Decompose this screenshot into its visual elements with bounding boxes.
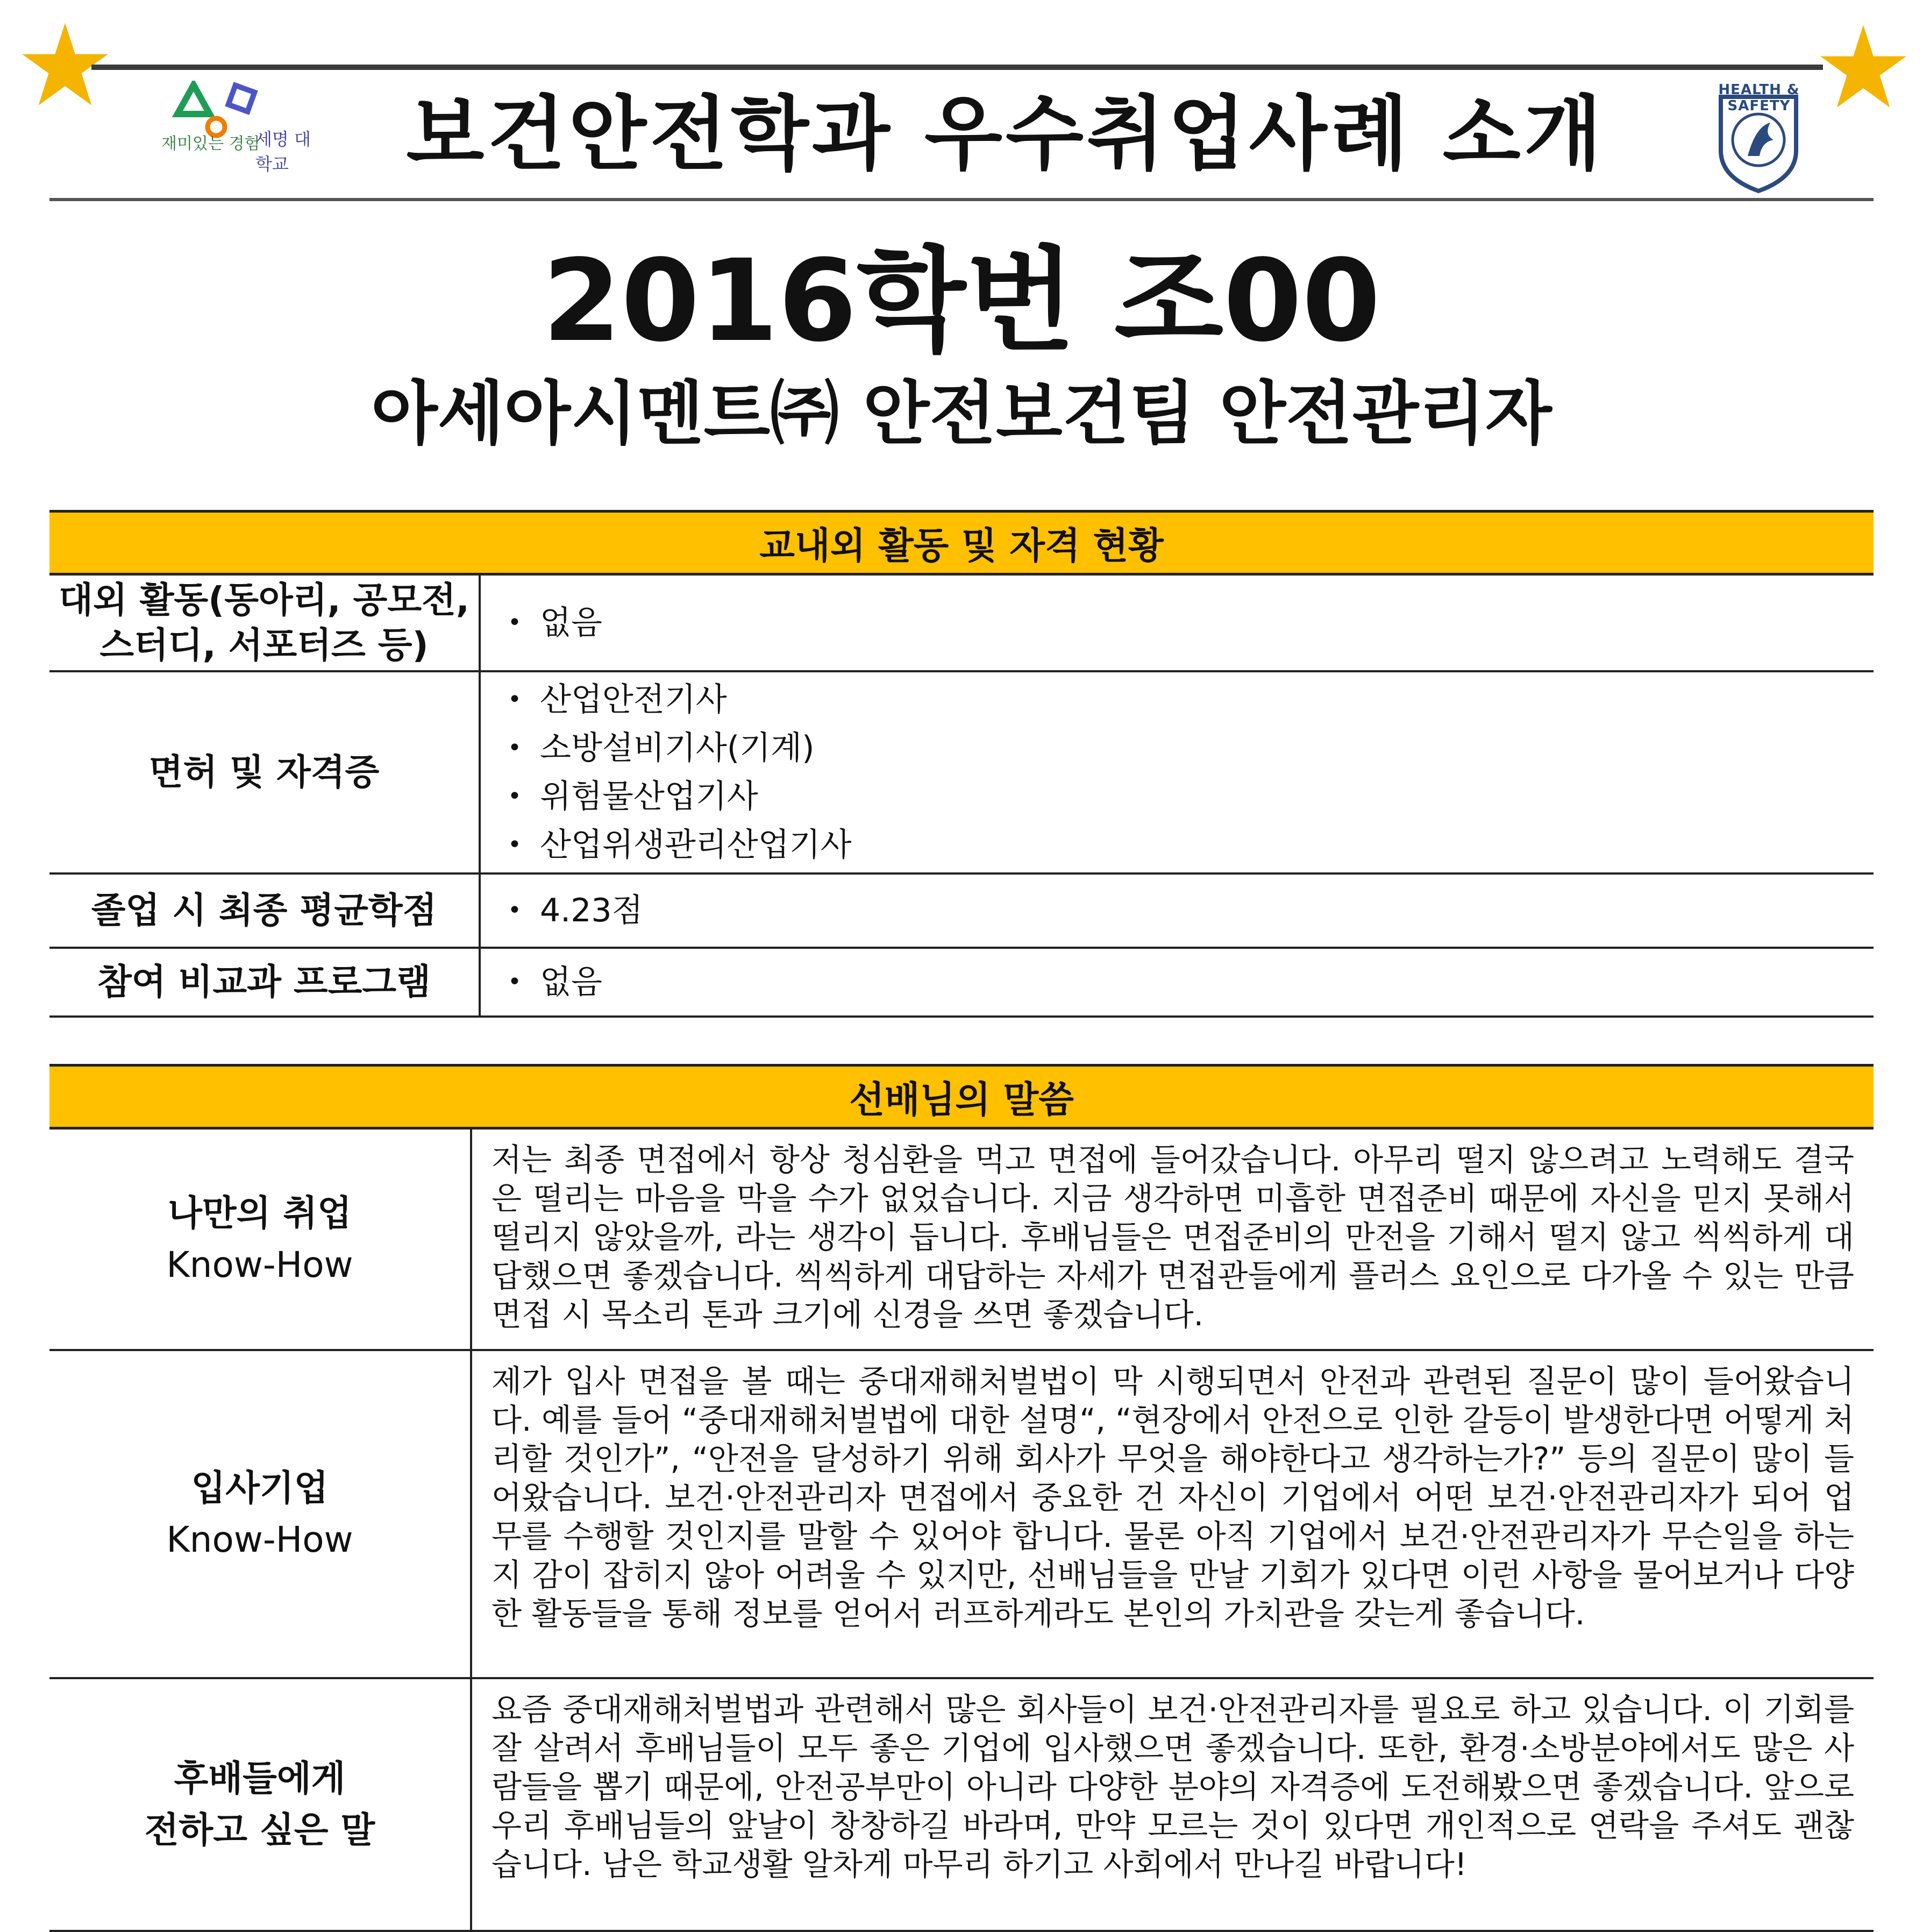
list-item: • 소방설비기사(기계) bbox=[508, 724, 1874, 772]
label-line: 입사기업 bbox=[191, 1467, 329, 1509]
row-label-company-knowhow bbox=[49, 1350, 471, 1678]
advice-heading: 선배님의 말씀 bbox=[49, 1066, 1874, 1128]
label-line: 졸업 시 최종 평균학점 bbox=[91, 889, 437, 931]
logo-text-right: 세명 대학교 bbox=[255, 129, 311, 174]
emblem-caption: HEALTH & SAFETY bbox=[1718, 82, 1800, 114]
row-label-gpa bbox=[49, 873, 480, 948]
label-line: 대외 활동(동아리, 공모전, bbox=[59, 579, 469, 621]
row-label-programs bbox=[49, 948, 480, 1017]
university-logo bbox=[156, 81, 317, 172]
header-top-rule bbox=[91, 65, 1823, 70]
table-row bbox=[49, 1350, 1874, 1678]
department-emblem-icon bbox=[1710, 75, 1807, 194]
activities-heading: 교내외 활동 및 자격 현황 bbox=[49, 512, 1874, 574]
row-value-gpa bbox=[480, 873, 1874, 948]
label-line: 나만의 취업 bbox=[168, 1192, 352, 1234]
header-bottom-rule bbox=[49, 198, 1874, 201]
list-item: • 없음 bbox=[508, 599, 1874, 647]
activities-table bbox=[49, 510, 1874, 1018]
label-line: 참여 비교과 프로그램 bbox=[97, 961, 431, 1003]
label-line: 면허 및 자격증 bbox=[148, 751, 380, 793]
table-row bbox=[49, 671, 1874, 873]
advice-text-my-knowhow: 저는 최종 면접에서 항상 청심환을 먹고 면접에 들어갔습니다. 아무리 떨지 않으려고 노력해도 결국은 떨리는 마음을 막을 수가 없었습니다. 지금 생각하면 미흡한 면접준비 때문에 자신을 믿지 못해서 떨리지 않았을까, 라는 생각이 듭니다. 후배님들은 면접준비의 만전을 기해서 떨지 않고 씩씩하게 대답했으면 좋겠습니다. 씩씩하게 대답하는 자세가 면접관들에게 플러스 요인으로 다가올 수 있는 만큼 면접 시 목소리 톤과 크기에 신경을 쓰면 좋겠습니다. bbox=[471, 1128, 1874, 1350]
label-line: Know-How bbox=[166, 1244, 353, 1285]
table-row bbox=[49, 1128, 1874, 1350]
row-value-external-activities bbox=[480, 574, 1874, 671]
page-title: 보건안전학과 우수취업사례 소개 bbox=[406, 88, 1605, 181]
list-item: • 산업위생관리산업기사 bbox=[508, 821, 1874, 869]
student-name: 2016학번 조00 bbox=[542, 235, 1381, 367]
list-item: • 위험물산업기사 bbox=[508, 772, 1874, 821]
advice-text-company-knowhow: 제가 입사 면접을 볼 때는 중대재해처벌법이 막 시행되면서 안전과 관련된 질문이 많이 들어왔습니다. 예를 들어 “중대재해처벌법에 대한 설명“, “현장에서 안전으로 인한 갈등이 발생한다면 어떻게 처리할 것인가”, “안전을 달성하기 위해 회사가 무엇을 해야한다고 생각하는가?” 등의 질문이 많이 들어왔습니다. 보건·안전관리자 면접에서 중요한 건 자신이 기업에서 어떤 보건·안전관리자가 되어 업무를 수행할 것인지를 말할 수 있어야 합니다. 물론 아직 기업에서 보건·안전관리자가 무슨일을 하는지 감이 잡히지 않아 어려울 수 있지만, 선배님들을 만날 기회가 있다면 이런 사항을 물어보거나 다양한 활동들을 통해 정보를 얻어서 러프하게라도 본인의 가치관을 갖는게 좋습니다. bbox=[471, 1350, 1874, 1678]
list-item: • 산업안전기사 bbox=[508, 676, 1874, 724]
row-value-programs bbox=[480, 948, 1874, 1017]
list-item: • 없음 bbox=[508, 958, 1874, 1006]
job-position: 아세아시멘트㈜ 안전보건팀 안전관리자 bbox=[371, 374, 1552, 454]
label-line: Know-How bbox=[166, 1518, 353, 1560]
row-value-licenses bbox=[480, 671, 1874, 873]
row-label-licenses bbox=[49, 671, 480, 873]
logo-text-left: 재미있는 경험 bbox=[161, 134, 260, 153]
advice-text-message-to-juniors: 요즘 중대재해처벌법과 관련해서 많은 회사들이 보건·안전관리자를 필요로 하고 있습니다. 이 기회를 잘 살려서 후배님들이 모두 좋은 기업에 입사했으면 좋겠습니다. 또한, 환경·소방분야에서도 많은 사람들을 뽑기 때문에, 안전공부만이 아니라 다양한 분야의 자격증에 도전해봤으면 좋겠습니다. 앞으로 우리 후배님들의 앞날이 창창하길 바라며, 만약 모르는 것이 있다면 개인적으로 연락을 주셔도 괜찮습니다. 남은 학교생활 알차게 마무리 하기고 사회에서 만나길 바랍니다! bbox=[471, 1678, 1874, 1931]
row-label-message-to-juniors bbox=[49, 1678, 471, 1931]
table-row bbox=[49, 873, 1874, 948]
star-right-icon bbox=[1818, 22, 1909, 113]
row-label-my-knowhow bbox=[49, 1128, 471, 1350]
table-row bbox=[49, 1678, 1874, 1931]
list-item: • 4.23점 bbox=[508, 886, 1874, 935]
label-line: 전하고 싶은 말 bbox=[144, 1809, 375, 1851]
table-row bbox=[49, 574, 1874, 671]
row-label-external-activities bbox=[49, 574, 480, 671]
label-line: 스터디, 서포터즈 등) bbox=[99, 624, 429, 666]
label-line: 후배들에게 bbox=[174, 1757, 346, 1799]
advice-table bbox=[49, 1064, 1874, 1932]
table-row bbox=[49, 948, 1874, 1017]
